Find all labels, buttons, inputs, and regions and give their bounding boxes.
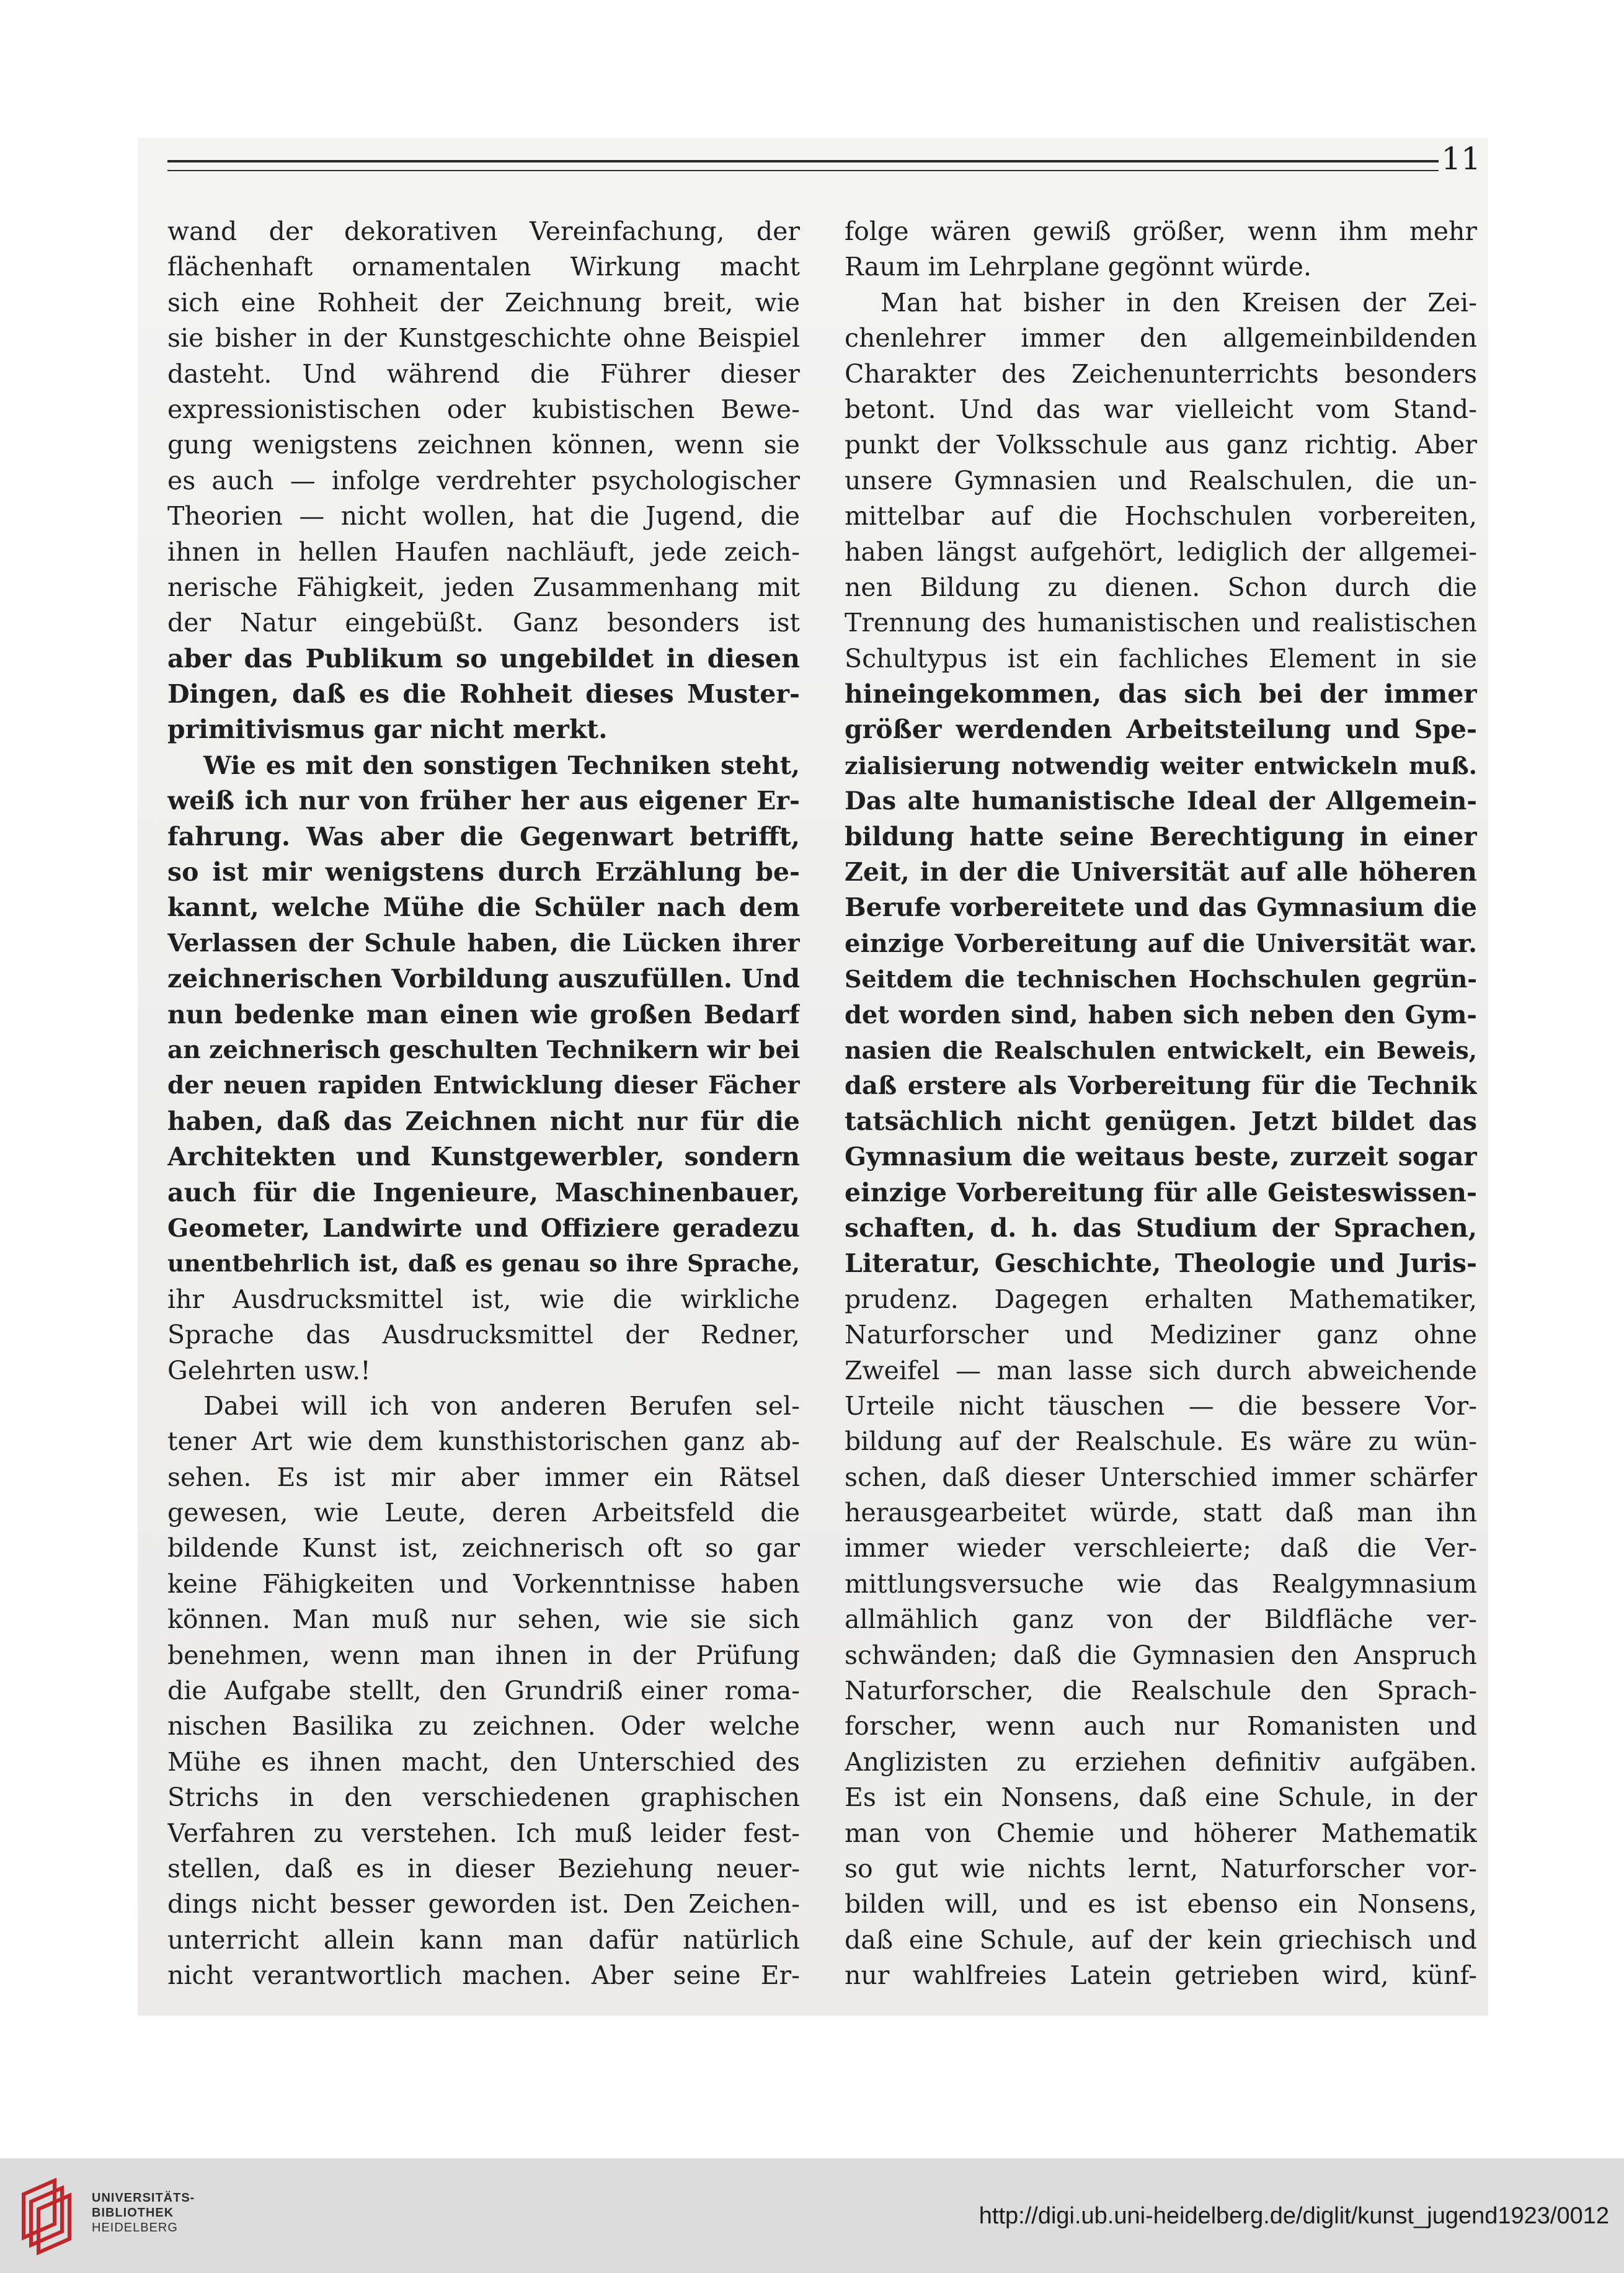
text-line: Berufe vorbereitete und das Gymnasium die bbox=[845, 892, 1477, 923]
text-line: immer wieder verschleierte; daß die Ver- bbox=[845, 1533, 1477, 1564]
text-line: schwänden; daß die Gymnasien den Anspruch bbox=[845, 1640, 1477, 1670]
text-line: flächenhaft ornamentalen Wirkung macht bbox=[167, 252, 800, 282]
text-line: daß erstere als Vorbereitung für die Technik bbox=[845, 1071, 1477, 1101]
text-line: haben längst aufgehört, lediglich der allgemei- bbox=[845, 536, 1477, 567]
library-name-line2: BIBLIOTHEK bbox=[92, 2206, 174, 2220]
text-line: det worden sind, haben sich neben den Gym- bbox=[845, 1000, 1477, 1030]
text-line: weiß ich nur von früher her aus eigener Er- bbox=[167, 786, 800, 816]
text-line: Naturforscher und Mediziner ganz ohne bbox=[845, 1320, 1477, 1350]
text-line: auch für die Ingenieure, Maschinenbauer, bbox=[167, 1177, 800, 1208]
text-line: Theorien — nicht wollen, hat die Jugend, die bbox=[167, 501, 800, 532]
text-line: Das alte humanistische Ideal der Allgemein- bbox=[845, 786, 1477, 816]
text-line: betont. Und das war vielleicht vom Stand- bbox=[845, 394, 1477, 424]
text-line: Geometer, Landwirte und Offiziere geradezu bbox=[167, 1213, 800, 1243]
text-line: es auch — infolge verdrehter psychologischer bbox=[167, 465, 800, 496]
text-line: ihr Ausdrucksmittel ist, wie die wirkliche bbox=[167, 1284, 800, 1314]
text-line: nicht verantwortlich machen. Aber seine Er- bbox=[167, 1960, 800, 1991]
text-line: Gelehrten usw.! bbox=[167, 1355, 371, 1386]
text-line: können. Man muß nur sehen, wie sie sich bbox=[167, 1604, 800, 1635]
text-line: sich eine Rohheit der Zeichnung breit, wie bbox=[167, 287, 800, 318]
text-line: Zeit, in der die Universität auf alle höheren bbox=[845, 857, 1477, 887]
text-line: dings nicht besser geworden ist. Den Zeichen- bbox=[167, 1889, 800, 1919]
text-line: schen, daß dieser Unterschied immer schärfer bbox=[845, 1462, 1477, 1492]
text-line: prudenz. Dagegen erhalten Mathematiker, bbox=[845, 1284, 1477, 1314]
text-line: Seitdem die technischen Hochschulen gegrün- bbox=[845, 965, 1477, 994]
text-line: so gut wie nichts lernt, Naturforscher vor- bbox=[845, 1853, 1477, 1884]
text-line: Sprache das Ausdrucksmittel der Redner, bbox=[167, 1320, 800, 1350]
viewer-footer bbox=[0, 2158, 1624, 2273]
text-line: Verfahren zu verstehen. Ich muß leider fest- bbox=[167, 1818, 800, 1848]
text-line: nasien die Realschulen entwickelt, ein Beweis, bbox=[845, 1036, 1477, 1064]
text-line: nerische Fähigkeit, jeden Zusammenhang mit bbox=[167, 572, 800, 602]
permalink-url[interactable]: http://digi.ub.uni-heidelberg.de/diglit/kunst_jugend1923/0012 bbox=[978, 2203, 1609, 2229]
page-number: 11 bbox=[1441, 141, 1481, 177]
text-line: der neuen rapiden Entwicklung dieser Fächer bbox=[167, 1071, 800, 1100]
library-name bbox=[92, 2191, 195, 2235]
text-line: Zweifel — man lasse sich durch abweichende bbox=[845, 1355, 1477, 1386]
text-line: der Natur eingebüßt. Ganz besonders ist bbox=[167, 608, 800, 638]
text-line: tatsächlich nicht genügen. Jetzt bildet das bbox=[845, 1106, 1477, 1136]
text-line: Wie es mit den sonstigen Techniken steht, bbox=[203, 750, 800, 780]
left-text-column bbox=[167, 214, 800, 1994]
text-line: hineingekommen, das sich bei der immer bbox=[845, 679, 1477, 709]
text-line: Naturforscher, die Realschule den Sprach- bbox=[845, 1676, 1477, 1706]
text-line: folge wären gewiß größer, wenn ihm mehr bbox=[845, 216, 1477, 246]
text-line: nun bedenke man einen wie großen Bedarf bbox=[167, 999, 800, 1030]
text-line: Trennung des humanistischen und realistischen bbox=[845, 608, 1477, 638]
text-line: Dabei will ich von anderen Berufen sel- bbox=[203, 1390, 800, 1421]
text-line: nischen Basilika zu zeichnen. Oder welche bbox=[167, 1711, 800, 1741]
heidelberg-library-logo-icon[interactable] bbox=[17, 2176, 79, 2256]
header-rule bbox=[167, 160, 1439, 171]
text-line: bildung hatte seine Berechtigung in einer bbox=[845, 821, 1477, 852]
text-line: einzige Vorbereitung für alle Geisteswissen- bbox=[845, 1177, 1477, 1208]
text-line: Anglizisten zu erziehen definitiv aufgäben. bbox=[845, 1746, 1477, 1777]
text-line: dasteht. Und während die Führer dieser bbox=[167, 358, 800, 389]
text-line: nur wahlfreies Latein getrieben wird, künf- bbox=[845, 1960, 1477, 1991]
text-line: tener Art wie dem kunsthistorischen ganz ab- bbox=[167, 1426, 800, 1457]
text-line: an zeichnerisch geschulten Technikern wir bei bbox=[167, 1035, 800, 1064]
text-line: schaften, d. h. das Studium der Sprachen, bbox=[845, 1212, 1477, 1243]
text-line: unsere Gymnasien und Realschulen, die un- bbox=[845, 465, 1477, 496]
library-name-line1: UNIVERSITÄTS- bbox=[92, 2191, 195, 2205]
text-line: Dingen, daß es die Rohheit dieses Muster- bbox=[167, 679, 800, 709]
text-line: zialisierung notwendig weiter entwickeln muß. bbox=[845, 751, 1477, 780]
text-line: expressionistischen oder kubistischen Bewe- bbox=[167, 394, 800, 424]
text-line: punkt der Volksschule aus ganz richtig. Aber bbox=[845, 430, 1477, 460]
text-line: bildung auf der Realschule. Es wäre zu wün- bbox=[845, 1426, 1477, 1457]
text-line: Literatur, Geschichte, Theologie und Juris- bbox=[845, 1248, 1477, 1279]
text-line: chenlehrer immer den allgemeinbildenden bbox=[845, 323, 1477, 354]
text-line: Mühe es ihnen macht, den Unterschied des bbox=[167, 1746, 800, 1777]
text-line: Es ist ein Nonsens, daß eine Schule, in der bbox=[845, 1782, 1477, 1813]
text-line: keine Fähigkeiten und Vorkenntnisse haben bbox=[167, 1568, 800, 1599]
text-line: fahrung. Was aber die Gegenwart betrifft, bbox=[167, 821, 800, 852]
text-line: stellen, daß es in dieser Beziehung neuer- bbox=[167, 1853, 800, 1884]
text-line: gung wenigstens zeichnen können, wenn sie bbox=[167, 430, 800, 460]
text-line: Gymnasium die weitaus beste, zurzeit sogar bbox=[845, 1142, 1477, 1172]
text-line: unterricht allein kann man dafür natürlich bbox=[167, 1924, 800, 1955]
text-line: zeichnerischen Vorbildung auszufüllen. Und bbox=[167, 964, 800, 994]
text-line: haben, daß das Zeichnen nicht nur für die bbox=[167, 1106, 800, 1136]
text-line: Raum im Lehrplane gegönnt würde. bbox=[845, 252, 1311, 282]
library-name-line3: HEIDELBERG bbox=[92, 2221, 178, 2235]
text-line: wand der dekorativen Vereinfachung, der bbox=[167, 216, 800, 246]
text-line: einzige Vorbereitung auf die Universität war. bbox=[845, 928, 1477, 958]
text-line: aber das Publikum so ungebildet in diesen bbox=[167, 643, 800, 674]
text-line: forscher, wenn auch nur Romanisten und bbox=[845, 1711, 1477, 1741]
text-line: sehen. Es ist mir aber immer ein Rätsel bbox=[167, 1462, 800, 1492]
text-line: herausgearbeitet würde, statt daß man ihn bbox=[845, 1498, 1477, 1528]
text-line: primitivismus gar nicht merkt. bbox=[167, 714, 608, 745]
text-line: gewesen, wie Leute, deren Arbeitsfeld die bbox=[167, 1498, 800, 1528]
text-line: Verlassen der Schule haben, die Lücken ihrer bbox=[167, 928, 800, 958]
text-line: bilden will, und es ist ebenso ein Nonsens, bbox=[845, 1889, 1477, 1919]
text-line: mittlungsversuche wie das Realgymnasium bbox=[845, 1568, 1477, 1599]
text-line: die Aufgabe stellt, den Grundriß einer roma- bbox=[167, 1676, 800, 1706]
text-line: größer werdenden Arbeitsteilung und Spe- bbox=[845, 714, 1477, 745]
text-line: mittelbar auf die Hochschulen vorbereiten, bbox=[845, 501, 1477, 532]
text-line: bildende Kunst ist, zeichnerisch oft so gar bbox=[167, 1533, 800, 1564]
right-text-column bbox=[845, 214, 1477, 1994]
text-line: man von Chemie und höherer Mathematik bbox=[845, 1818, 1477, 1848]
text-line: nen Bildung zu dienen. Schon durch die bbox=[845, 572, 1477, 602]
text-line: Architekten und Kunstgewerbler, sondern bbox=[167, 1142, 800, 1172]
text-line: allmählich ganz von der Bildfläche ver- bbox=[845, 1604, 1477, 1635]
text-line: Urteile nicht täuschen — die bessere Vor- bbox=[845, 1390, 1477, 1421]
text-line: Man hat bisher in den Kreisen der Zei- bbox=[881, 287, 1477, 318]
text-line: benehmen, wenn man ihnen in der Prüfung bbox=[167, 1640, 800, 1670]
text-line: unentbehrlich ist, daß es genau so ihre Sprache, bbox=[167, 1250, 800, 1278]
text-line: Charakter des Zeichenunterrichts besonders bbox=[845, 358, 1477, 389]
text-line: ihnen in hellen Haufen nachläuft, jede zeich- bbox=[167, 536, 800, 567]
text-line: sie bisher in der Kunstgeschichte ohne Beispiel bbox=[167, 323, 800, 354]
text-line: so ist mir wenigstens durch Erzählung be- bbox=[167, 857, 800, 887]
text-line: Strichs in den verschiedenen graphischen bbox=[167, 1782, 800, 1813]
text-line: Schultypus ist ein fachliches Element in sie bbox=[845, 643, 1477, 674]
text-line: daß eine Schule, auf der kein griechisch und bbox=[845, 1924, 1477, 1955]
text-line: kannt, welche Mühe die Schüler nach dem bbox=[167, 892, 800, 923]
